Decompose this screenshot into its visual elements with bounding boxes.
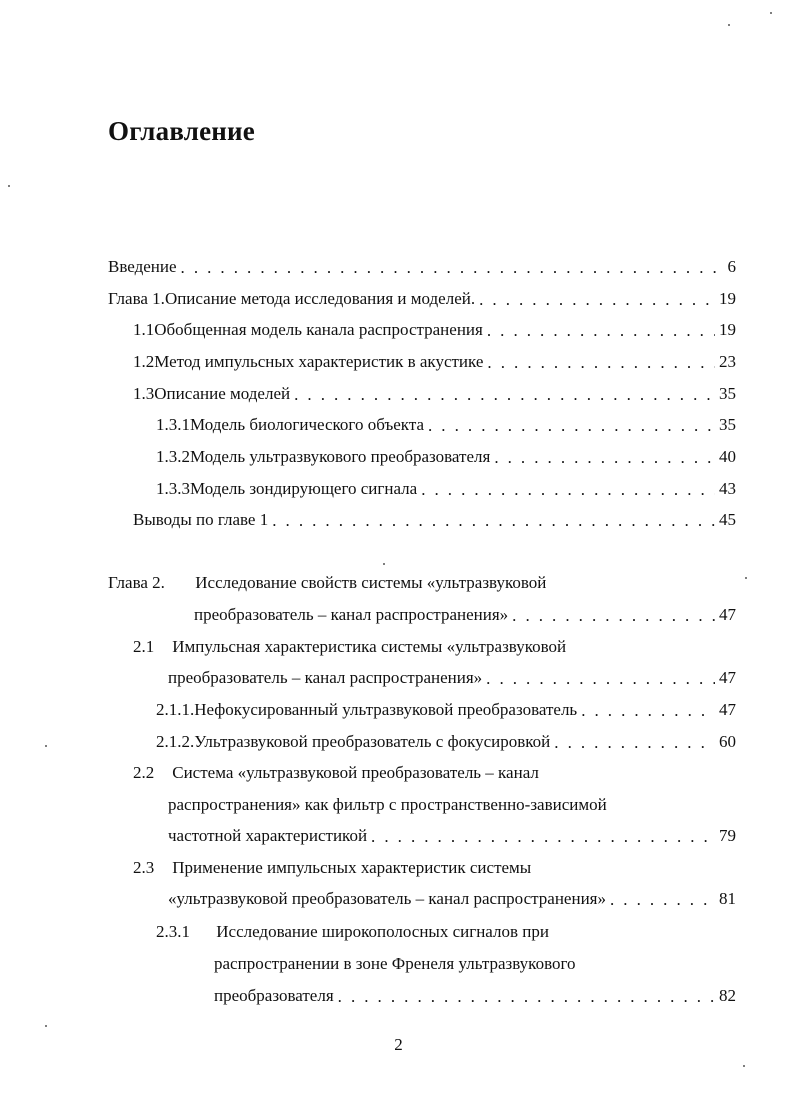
dot-leader <box>554 733 715 750</box>
toc-entry-1-3-1[interactable] <box>156 415 736 435</box>
toc-label: Обобщенная модель канала распространения <box>154 320 483 339</box>
toc-label: Импульсная характеристика системы «ультразвуковой <box>172 637 567 656</box>
dot-leader <box>421 480 715 497</box>
toc-number: 1.3.2 <box>156 447 190 466</box>
scan-speck <box>45 745 47 747</box>
toc-label: Метод импульсных характеристик в акустике <box>154 352 484 371</box>
toc-page: 35 <box>719 415 736 434</box>
toc-label: Система «ультразвуковой преобразователь – канал <box>172 763 539 782</box>
dot-leader <box>610 890 715 907</box>
toc-entry-2-1-cont[interactable] <box>168 668 736 688</box>
dot-leader <box>487 321 715 338</box>
toc-label-continued: преобразователя <box>214 986 334 1005</box>
toc-label: Ультразвуковой преобразователь с фокусировкой <box>194 732 551 751</box>
toc-label: Описание моделей <box>154 384 291 403</box>
dot-leader <box>487 353 715 370</box>
toc-label: Модель биологического объекта <box>190 415 424 434</box>
toc-entry-2-2-cont1[interactable] <box>168 795 607 815</box>
scan-speck <box>770 12 772 14</box>
toc-entry-1-1[interactable] <box>133 320 736 340</box>
toc-number: 2.2 <box>133 763 155 782</box>
scan-speck <box>743 1065 745 1067</box>
toc-entry-1-3-2[interactable] <box>156 447 736 467</box>
toc-label: Введение <box>108 257 177 276</box>
toc-label-continued: преобразователь – канал распространения» <box>168 668 483 687</box>
toc-number: 1.1 <box>133 320 155 339</box>
toc-entry-2-3-1-cont1[interactable] <box>214 954 576 974</box>
toc-entry-2-3-1[interactable] <box>156 922 549 942</box>
toc-label: Нефокусированный ультразвуковой преобразователь <box>194 700 578 719</box>
toc-entry-2-1[interactable] <box>133 637 566 657</box>
scan-speck <box>383 563 385 565</box>
toc-number: 2.3 <box>133 858 155 877</box>
toc-page: 19 <box>719 320 736 339</box>
toc-number: 1.3.3 <box>156 479 190 498</box>
toc-entry-2-3-cont[interactable] <box>168 889 736 909</box>
toc-entry-2-1-1[interactable] <box>156 700 736 720</box>
toc-page: 23 <box>719 352 736 371</box>
scan-speck <box>745 577 747 579</box>
toc-label: Модель ультразвукового преобразователя <box>190 447 491 466</box>
toc-label-continued: преобразователь – канал распространения» <box>194 605 509 624</box>
toc-number: 1.2 <box>133 352 155 371</box>
toc-number: 2.1.2. <box>156 732 195 751</box>
dot-leader <box>428 416 715 433</box>
toc-label-continued: распространении в зоне Френеля ультразвукового <box>214 954 576 973</box>
toc-entry-chapter-1-conclusions[interactable] <box>133 510 736 530</box>
toc-entry-chapter-2[interactable] <box>108 573 546 593</box>
toc-page: 47 <box>719 700 736 719</box>
dot-leader <box>338 987 715 1004</box>
toc-page: 19 <box>719 289 736 308</box>
dot-leader <box>494 448 715 465</box>
toc-page: 45 <box>719 510 736 529</box>
scan-speck <box>45 1025 47 1027</box>
toc-number: Глава 1. <box>108 289 165 308</box>
toc-label: Выводы по главе 1 <box>133 510 269 529</box>
toc-page: 60 <box>719 732 736 751</box>
page-title: Оглавление <box>108 116 255 146</box>
toc-page: 35 <box>719 384 736 403</box>
toc-page: 43 <box>719 479 736 498</box>
dot-leader <box>581 701 715 718</box>
toc-entry-chapter-1[interactable] <box>108 289 736 309</box>
toc-entry-introduction[interactable] <box>108 257 736 277</box>
toc-label: Исследование свойств системы «ультразвуковой <box>195 573 547 592</box>
toc-entry-2-2[interactable] <box>133 763 539 783</box>
scan-speck <box>8 185 10 187</box>
dot-leader <box>512 606 715 623</box>
toc-number: 1.3.1 <box>156 415 190 434</box>
toc-number: 2.3.1 <box>156 922 190 941</box>
toc-label-continued: «ультразвуковой преобразователь – канал распространения» <box>168 889 606 908</box>
toc-page: 47 <box>719 605 736 624</box>
toc-label: Описание метода исследования и моделей. <box>164 289 476 308</box>
dot-leader <box>486 669 715 686</box>
toc-entry-2-3-1-cont[interactable] <box>214 986 736 1006</box>
toc-entry-2-3[interactable] <box>133 858 531 878</box>
toc-number: 1.3 <box>133 384 155 403</box>
dot-leader <box>371 827 715 844</box>
dot-leader <box>294 385 715 402</box>
toc-number: 2.1 <box>133 637 155 656</box>
toc-label: Исследование широкополосных сигналов при <box>216 922 549 941</box>
toc-page: 81 <box>719 889 736 908</box>
dot-leader <box>272 511 715 528</box>
dot-leader <box>479 290 715 307</box>
toc-page: 47 <box>719 668 736 687</box>
toc-label-continued: частотной характеристикой <box>168 826 368 845</box>
toc-label: Модель зондирующего сигнала <box>190 479 418 498</box>
toc-page: 40 <box>719 447 736 466</box>
toc-entry-1-3-3[interactable] <box>156 479 736 499</box>
toc-page: 6 <box>727 257 736 276</box>
scan-speck <box>728 24 730 26</box>
dot-leader <box>181 258 724 275</box>
toc-entry-2-1-2[interactable] <box>156 732 736 752</box>
toc-number: Глава 2. <box>108 573 165 592</box>
toc-entry-1-3[interactable] <box>133 384 736 404</box>
toc-page: 82 <box>719 986 736 1005</box>
toc-entry-1-2[interactable] <box>133 352 736 372</box>
toc-number: 2.1.1. <box>156 700 195 719</box>
toc-label-continued: распространения» как фильтр с пространственно-зависимой <box>168 795 607 814</box>
toc-label: Применение импульсных характеристик системы <box>172 858 532 877</box>
toc-entry-chapter-2-cont[interactable] <box>194 605 736 625</box>
toc-entry-2-2-cont[interactable] <box>168 826 736 846</box>
page-number: 2 <box>394 1035 403 1054</box>
toc-page: 79 <box>719 826 736 845</box>
